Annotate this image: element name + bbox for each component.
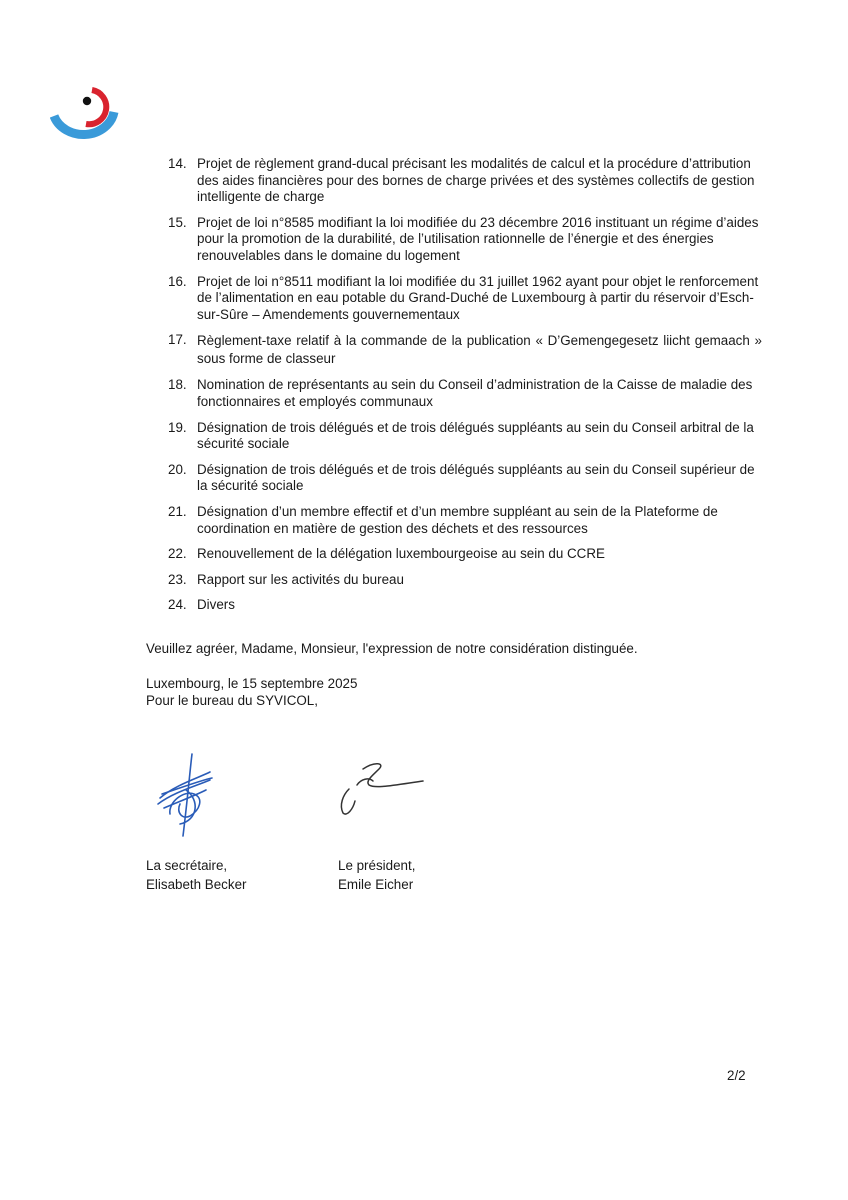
agenda-item-text: Nomination de représentants au sein du Conseil d’administration de la Caisse de maladie des fonctionnaires et employés communaux xyxy=(197,377,753,409)
secretary-block xyxy=(146,858,246,896)
president-block xyxy=(338,858,415,896)
secretary-role: La secrétaire, xyxy=(146,858,228,873)
agenda-item xyxy=(168,462,762,495)
agenda-item-number: 21. xyxy=(168,503,187,519)
syvicol-logo-icon xyxy=(50,84,120,146)
agenda-item-number: 23. xyxy=(168,571,187,587)
secretary-name: Elisabeth Becker xyxy=(146,877,247,892)
agenda-item xyxy=(168,420,762,453)
agenda-item xyxy=(168,215,762,265)
agenda-item-text: Renouvellement de la délégation luxembourgeoise au sein du CCRE xyxy=(197,546,605,562)
agenda-item-number: 15. xyxy=(168,214,187,230)
agenda-item-text: Projet de loi n°8585 modifiant la loi modifiée du 23 décembre 2016 instituant un régime d’aides pour la promotion de la durabilité, de l’utilisation rationnelle de l’énergie et des énergies renouvelables dans le domaine du logement xyxy=(197,214,759,263)
agenda-item xyxy=(168,377,762,410)
agenda-item-number: 20. xyxy=(168,461,187,477)
place-date-block xyxy=(146,676,357,710)
agenda-item xyxy=(168,572,762,589)
president-name: Emile Eicher xyxy=(338,877,414,892)
agenda-item-text: Désignation d’un membre effectif et d’un membre suppléant au sein de la Plateforme de coordination en matière de gestion des déchets et des ressources xyxy=(197,503,718,536)
agenda-item-text: Désignation de trois délégués et de trois délégués suppléants au sein du Conseil supérieur de la sécurité sociale xyxy=(197,461,755,494)
agenda-item-number: 24. xyxy=(168,597,187,613)
agenda-item-text: Projet de loi n°8511 modifiant la loi modifiée du 31 juillet 1962 ayant pour objet le renforcement de l’alimentation en eau potable du Grand-Duché de Luxembourg à partir du réservoir d’Esch-sur-Sûre – Amendements gouvernementaux xyxy=(197,273,759,322)
agenda-item xyxy=(168,597,762,614)
agenda-item xyxy=(168,274,762,324)
agenda-item-number: 19. xyxy=(168,419,187,435)
secretary-signature xyxy=(150,750,220,840)
agenda-item-text: Rapport sur les activités du bureau xyxy=(197,571,404,587)
agenda-item-number: 18. xyxy=(168,377,187,393)
agenda-item-text: Désignation de trois délégués et de trois délégués suppléants au sein du Conseil arbitral de la sécurité sociale xyxy=(197,419,754,452)
agenda-item xyxy=(168,332,762,368)
agenda-item-number: 16. xyxy=(168,273,187,289)
agenda-item-text: Divers xyxy=(197,597,235,613)
agenda-item-number: 17. xyxy=(168,332,187,348)
agenda-list xyxy=(168,156,762,623)
agenda-item-number: 14. xyxy=(168,156,187,171)
agenda-item xyxy=(168,156,762,206)
closing-formula: Veuillez agréer, Madame, Monsieur, l'expression de notre considération distinguée. xyxy=(146,641,638,656)
agenda-item xyxy=(168,546,762,563)
agenda-item-number: 22. xyxy=(168,546,187,562)
agenda-item-text: Règlement-taxe relatif à la commande de la publication « D’Gemengegesetz liicht gemaach » sous forme de classeur xyxy=(197,333,762,367)
agenda-item xyxy=(168,504,762,537)
president-signature xyxy=(335,755,430,820)
on-behalf-line: Pour le bureau du SYVICOL, xyxy=(146,693,318,708)
agenda-item-text: Projet de règlement grand-ducal précisant les modalités de calcul et la procédure d’attribution des aides financières pour des bornes de charge privées et des systèmes collectifs de gestion intelligente de charge xyxy=(197,156,755,205)
president-role: Le président, xyxy=(338,858,416,873)
page-number: 2/2 xyxy=(727,1068,746,1083)
place-date: Luxembourg, le 15 septembre 2025 xyxy=(146,676,358,691)
